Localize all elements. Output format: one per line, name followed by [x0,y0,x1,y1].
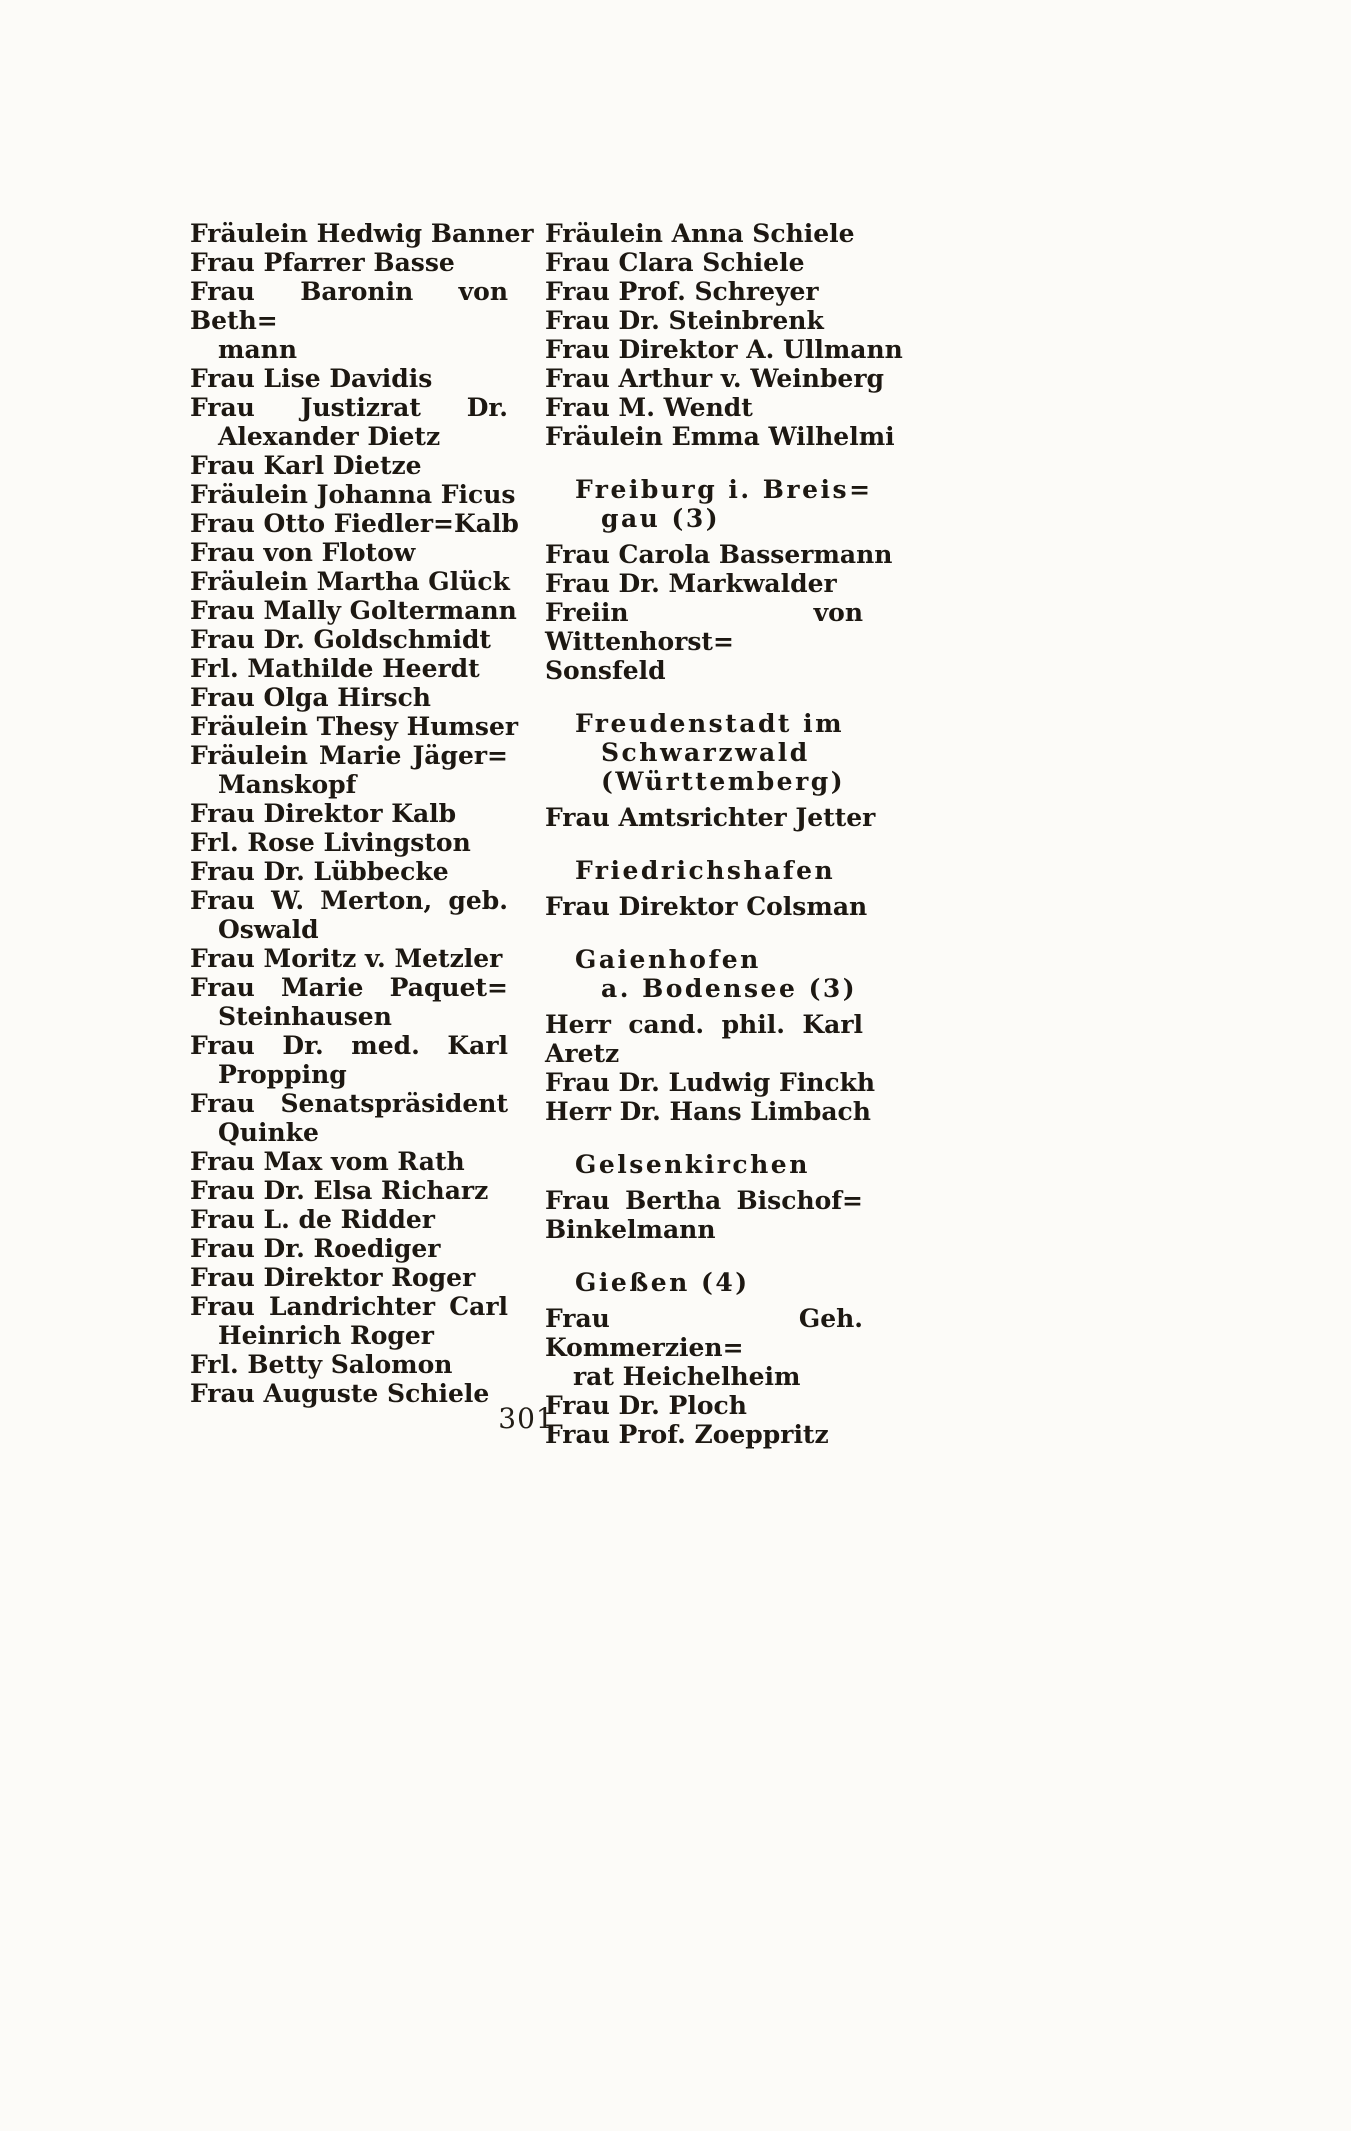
directory-entry-line: Frl. Mathilde Heerdt [190,654,480,683]
directory-entry-line: Frau Dr. Goldschmidt [190,625,491,654]
directory-entry-line: Frau Moritz v. Metzler [190,944,503,973]
directory-entry-line: Frau Prof. Schreyer [545,277,819,306]
directory-entry-line: Frau Direktor Colsman [545,892,868,921]
directory-entry-line: Steinhausen [218,1002,392,1031]
directory-entry-line: Fräulein Martha Glück [190,567,510,596]
directory-entry-line: Frau Dr. Markwalder [545,569,837,598]
page-number: 301 [498,1402,555,1435]
directory-entry-line: Propping [218,1060,347,1089]
directory-entry-line: Frau Senatspräsident [190,1089,508,1118]
city-heading-line: Freiburg i. Breis= [575,475,873,504]
directory-entry-line: Herr cand. phil. Karl [545,1010,863,1039]
directory-entry-line: Frau Prof. Zoeppritz [545,1420,829,1449]
city-heading-line: (Württemberg) [601,767,846,796]
directory-entry-line: Frau Geh. Kommerzien= [545,1304,863,1362]
directory-entry-line: Alexander Dietz [218,422,441,451]
directory-entry-line: Fräulein Emma Wilhelmi [545,422,895,451]
directory-entry-line: Frau Max vom Rath [190,1147,465,1176]
directory-entry-line: Frau Dr. Elsa Richarz [190,1176,489,1205]
directory-entry-line: Frau Baronin von Beth= [190,277,508,335]
city-heading-line: a. Bodensee (3) [601,974,858,1003]
directory-entry-line: Frau Clara Schiele [545,248,805,277]
city-heading-line: Freudenstadt im [575,709,845,738]
city-heading-line: Gelsenkirchen [575,1150,810,1179]
directory-entry-line: Frau Dr. Ludwig Finckh [545,1068,876,1097]
directory-entry-line: Frau Mally Goltermann [190,596,517,625]
directory-entry-line: Sonsfeld [545,656,666,685]
directory-entry-line: Frau Bertha Bischof= [545,1186,863,1215]
directory-entry-line: Frau Direktor Roger [190,1263,476,1292]
directory-entry-line: Frau Dr. Ploch [545,1391,747,1420]
directory-entry-line: Frau Otto Fiedler=Kalb [190,509,519,538]
directory-entry-line: Frl. Rose Livingston [190,828,471,857]
directory-entry-line: Frau Auguste Schiele [190,1379,490,1408]
directory-entry-line: Frau Olga Hirsch [190,683,431,712]
directory-entry-line: Frau Direktor A. Ullmann [545,335,903,364]
directory-entry-line: Fräulein Thesy Humser [190,712,519,741]
directory-entry-line: rat Heichelheim [573,1362,801,1391]
directory-entry-line: Frau Dr. med. Karl [190,1031,508,1060]
directory-entry-line: Fräulein Anna Schiele [545,219,855,248]
directory-entry-line: Fräulein Hedwig Banner [190,219,534,248]
directory-entry-line: Frau Direktor Kalb [190,799,457,828]
right-column [545,219,903,1449]
directory-entry-line: Frau Arthur v. Weinberg [545,364,884,393]
directory-entry-line: mann [218,335,298,364]
directory-entry-line: Herr Dr. Hans Limbach [545,1097,871,1126]
directory-entry-line: Fräulein Johanna Ficus [190,480,516,509]
left-column [190,219,534,1408]
directory-entry-line: Frau Landrichter Carl [190,1292,508,1321]
directory-entry-line: Frau Dr. Steinbrenk [545,306,824,335]
city-heading-line: Friedrichshafen [575,856,836,885]
directory-entry-line: Binkelmann [545,1215,716,1244]
directory-entry-line: Manskopf [218,770,357,799]
directory-entry-line: Frau Dr. Roediger [190,1234,441,1263]
city-heading-line: Gießen (4) [575,1268,750,1297]
city-heading-line: gau (3) [601,504,721,533]
city-heading-line: Schwarzwald [601,738,810,767]
city-heading-line: Gaienhofen [575,945,761,974]
directory-entry-line: Frau Lise Davidis [190,364,433,393]
directory-entry-line: Frau Dr. Lübbecke [190,857,449,886]
directory-entry-line: Frl. Betty Salomon [190,1350,453,1379]
directory-entry-line: Frau von Flotow [190,538,416,567]
directory-entry-line: Heinrich Roger [218,1321,434,1350]
directory-entry-line: Frau Justizrat Dr. [190,393,508,422]
directory-entry-line: Frau Marie Paquet= [190,973,508,1002]
directory-entry-line: Quinke [218,1118,319,1147]
directory-entry-line: Frau M. Wendt [545,393,753,422]
directory-entry-line: Frau Pfarrer Basse [190,248,455,277]
directory-entry-line: Freiin von Wittenhorst= [545,598,863,656]
directory-entry-line: Frau L. de Ridder [190,1205,435,1234]
directory-entry-line: Frau Amtsrichter Jetter [545,803,876,832]
directory-entry-line: Frau Carola Bassermann [545,540,893,569]
directory-entry-line: Aretz [545,1039,620,1068]
directory-entry-line: Oswald [218,915,319,944]
directory-entry-line: Fräulein Marie Jäger= [190,741,508,770]
directory-entry-line: Frau W. Merton, geb. [190,886,508,915]
directory-entry-line: Frau Karl Dietze [190,451,422,480]
